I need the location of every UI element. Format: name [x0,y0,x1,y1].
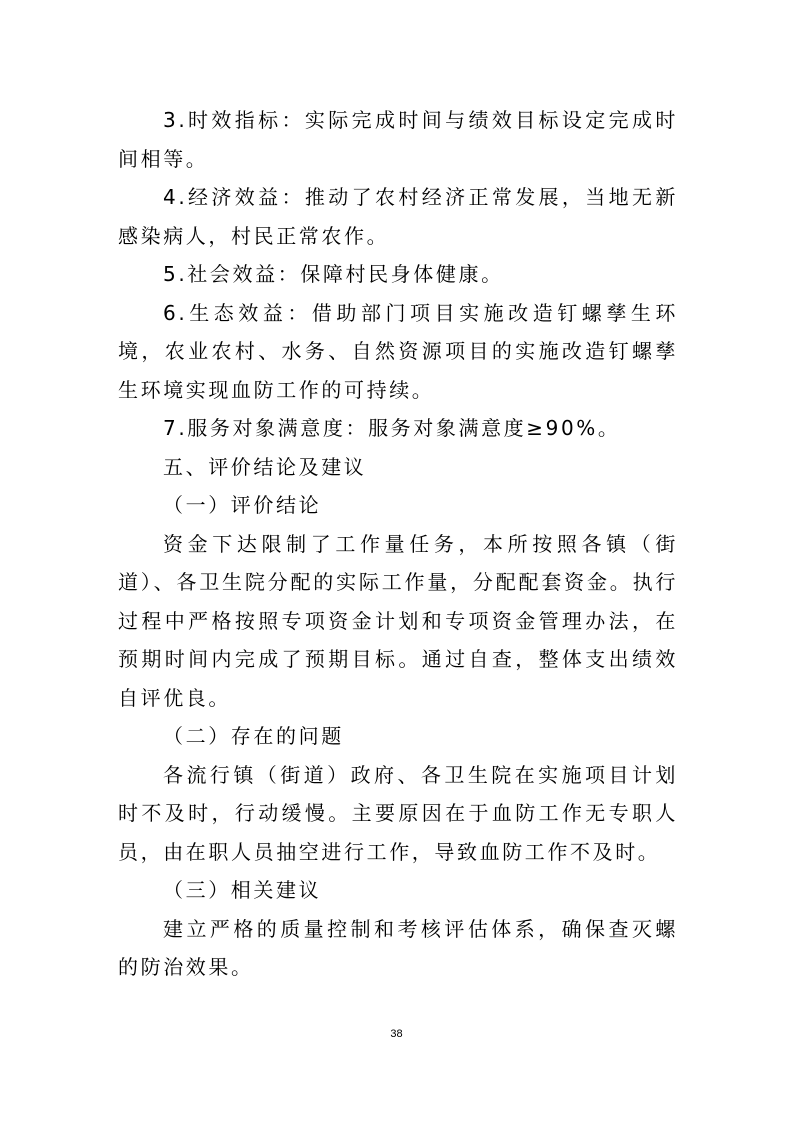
document-body [118,101,678,987]
paragraph-economic-benefit: 4.经济效益：推动了农村经济正常发展，当地无新感染病人，村民正常农作。 [118,185,678,248]
paragraph-evaluation-conclusion: 资金下达限制了工作量任务，本所按照各镇（街道）、各卫生院分配的实际工作量，分配配套资金。执行过程中严格按照专项资金计划和专项资金管理办法，在预期时间内完成了预期目标。通过自查，整体支出绩效自评优良。 [118,531,678,710]
paragraph-social-benefit: 5.社会效益：保障村民身体健康。 [163,262,504,286]
subheading-existing-problems: （二）存在的问题 [163,724,344,748]
paragraph-existing-problems: 各流行镇（街道）政府、各卫生院在实施项目计划时不及时，行动缓慢。主要原因在于血防工作无专职人员，由在职人员抽空进行工作，导致血防工作不及时。 [118,762,678,864]
paragraph-satisfaction: 7.服务对象满意度：服务对象满意度≥90%。 [163,416,621,440]
paragraph-related-suggestions: 建立严格的质量控制和考核评估体系，确保查灭螺的防治效果。 [118,916,678,979]
subheading-related-suggestions: （三）相关建议 [163,878,322,902]
paragraph-timeliness-indicator: 3.时效指标：实际完成时间与绩效目标设定完成时间相等。 [118,108,678,171]
paragraph-ecological-benefit: 6.生态效益：借助部门项目实施改造钉螺孳生环境，农业农村、水务、自然资源项目的实施改造钉螺孳生环境实现血防工作的可持续。 [118,300,678,402]
section-heading-conclusion: 五、评价结论及建议 [163,454,367,479]
subheading-evaluation-conclusion: （一）评价结论 [163,493,322,517]
page-number: 38 [390,1028,403,1040]
